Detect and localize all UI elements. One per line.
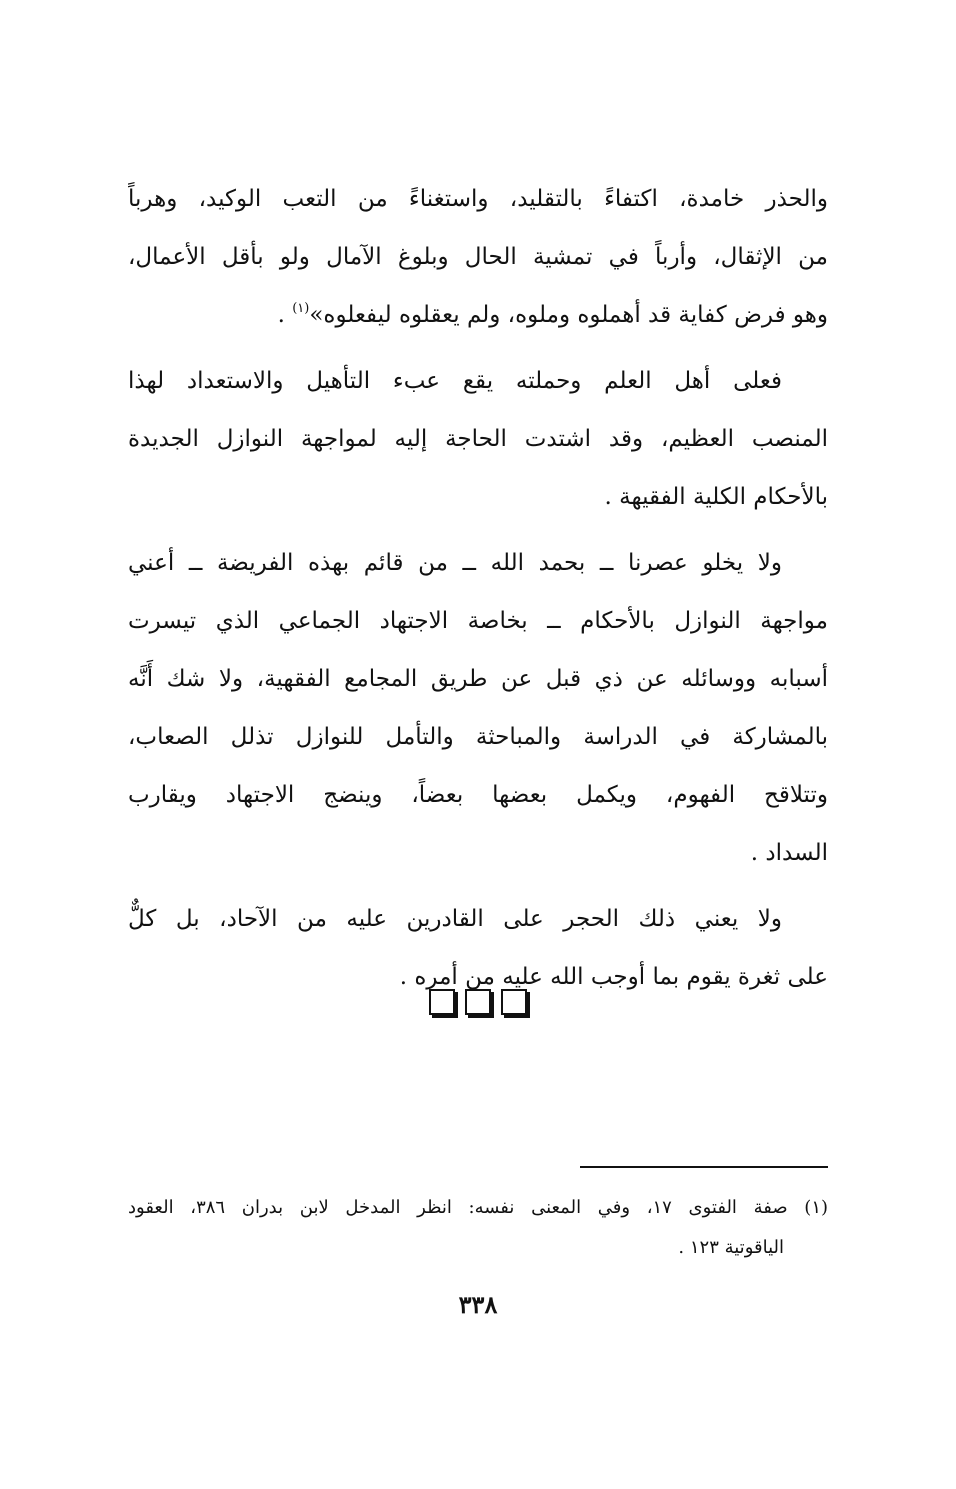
text-line-end: . (277, 302, 293, 328)
text-line: أسبابه ووسائله عن ذي قبل عن طريق المجامع الفقهية، ولا شك أَنَّه (128, 666, 828, 692)
three-squares-ornament-icon (0, 986, 956, 1015)
footnote (128, 1188, 828, 1268)
footnote-line: (١) صفة الفتوى ١٧، وفي المعنى نفسه: انظر المدخل لابن بدران ٣٨٦، العقود (128, 1197, 828, 1218)
paragraph-1 (128, 170, 828, 344)
text-line: ولا يخلو عصرنا ــ بحمد الله ــ من قائم بهذه الفريضة ــ أعني (128, 550, 782, 576)
text-line: والحذر خامدة، اكتفاءً بالتقليد، واستغناءً من التعب الوكيد، وهرباً (128, 186, 828, 212)
text-line: السداد . (750, 840, 828, 866)
footnote-divider (580, 1166, 828, 1168)
text-line: بالأحكام الكلية الفقيهة . (604, 484, 828, 510)
text-line: فعلى أهل العلم وحملته يقع عبء التأهيل والاستعداد لهذا (128, 368, 782, 394)
text-line: على ثغرة يقوم بما أوجب الله عليه من أمره . (399, 964, 828, 990)
text-line: مواجهة النوازل بالأحكام ــ بخاصة الاجتهاد الجماعي الذي تيسرت (128, 608, 828, 634)
text-line-content: وهو فرض كفاية قد أهملوه وملوه، ولم يعقلوه ليفعلوه» (309, 302, 828, 328)
text-line: من الإثقال، وأرباً في تمشية الحال وبلوغ الآمال ولو بأقل الأعمال، (128, 244, 828, 270)
square-icon (501, 989, 527, 1015)
text-line: ولا يعني ذلك الحجر على القادرين عليه من الآحاد، بل كلٌّ (128, 906, 782, 932)
text-line (128, 286, 828, 344)
square-icon (465, 989, 491, 1015)
text-line: المنصب العظيم، وقد اشتدت الحاجة إليه لمواجهة النوازل الجديدة (128, 426, 828, 452)
text-line: وتتلاقح الفهوم، ويكمل بعضها بعضاً، وينضج الاجتهاد ويقارب (128, 782, 828, 808)
paragraph-3 (128, 534, 828, 882)
paragraph-2 (128, 352, 828, 526)
main-text (128, 170, 828, 1006)
footnote-reference[interactable]: (١) (292, 301, 310, 316)
square-icon (429, 989, 455, 1015)
text-line: بالمشاركة في الدراسة والمباحثة والتأمل للنوازل تذلل الصعاب، (128, 724, 828, 750)
page-number: ٣٣٨ (458, 1290, 498, 1319)
footnote-line: الياقوتية ١٢٣ . (678, 1237, 784, 1258)
